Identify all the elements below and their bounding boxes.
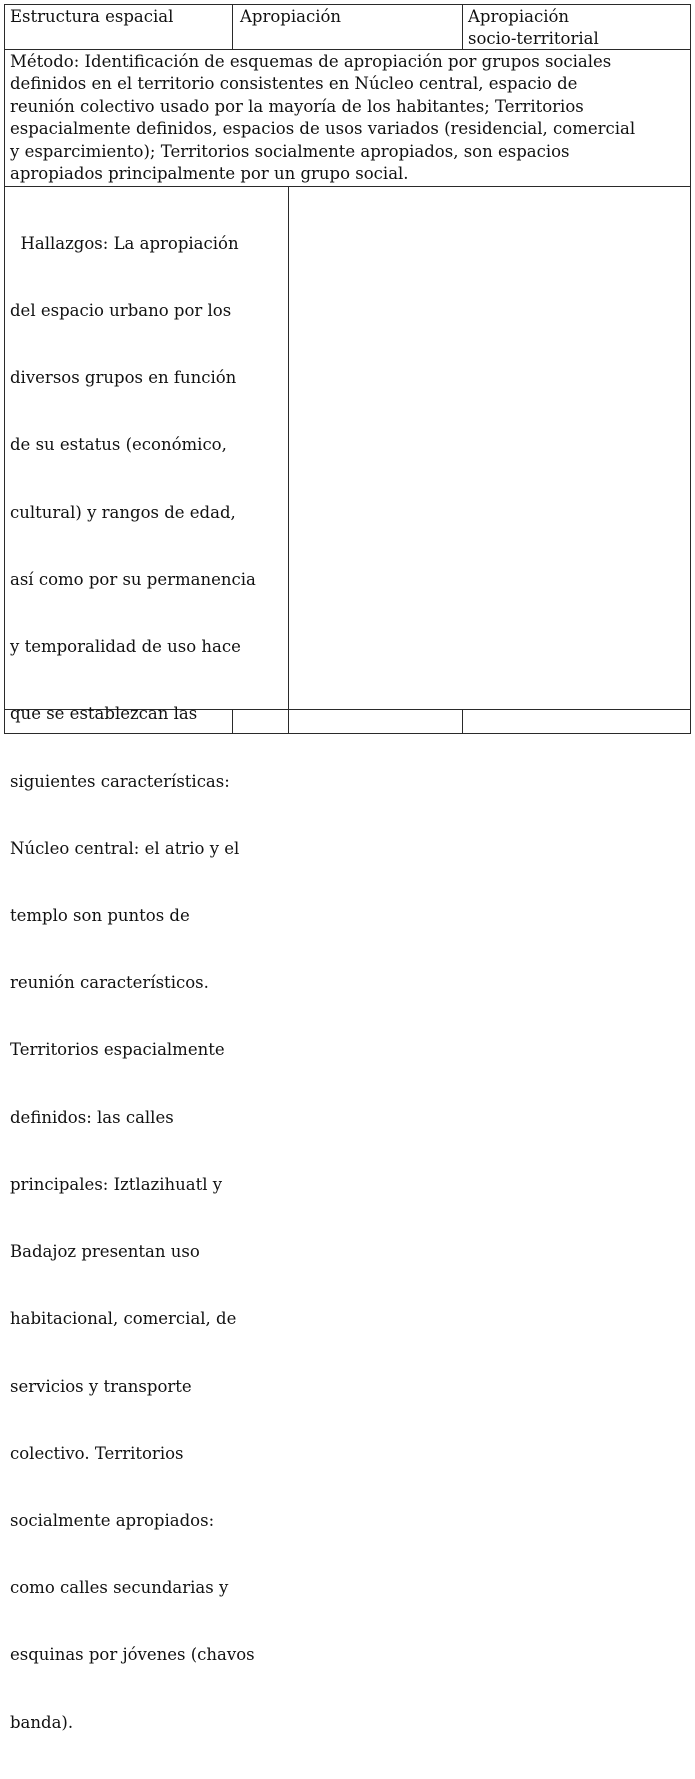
findings-line: esquinas por jóvenes (chavos (10, 1645, 255, 1665)
method-line: y esparcimiento); Territorios socialmente apropiados, son espacios (10, 141, 570, 161)
findings-separator (288, 186, 289, 734)
findings-line: así como por su permanencia (10, 569, 256, 589)
findings-line: colectivo. Territorios (10, 1443, 184, 1463)
method-line: definidos en el territorio consistentes en Núcleo central, espacio de (10, 74, 578, 94)
table-border-right (690, 4, 691, 734)
findings-line: Badajoz presentan uso (10, 1242, 200, 1262)
findings-cell (10, 188, 286, 1779)
findings-line: diversos grupos en función (10, 368, 237, 388)
findings-empty-cell (290, 188, 688, 708)
method-line: Método: Identificación de esquemas de apropiación por grupos sociales (10, 52, 612, 71)
findings-line: como calles secundarias y (10, 1578, 229, 1598)
findings-line: y temporalidad de uso hace (10, 637, 241, 657)
method-line: reunión colectivo usado por la mayoría de los habitantes; Territorios (10, 96, 584, 116)
header-apropiacion (240, 6, 341, 28)
findings-line: templo son puntos de (10, 906, 190, 925)
findings-line: cultural) y rangos de edad, (10, 502, 236, 522)
table-border-left (4, 4, 5, 734)
header-estructura-espacial (10, 6, 173, 28)
findings-line: de su estatus (económico, (10, 435, 227, 455)
method-line: apropiados principalmente por un grupo social. (10, 164, 409, 184)
findings-line: principales: Iztlazihuatl y (10, 1174, 223, 1194)
method-cell (10, 51, 688, 185)
findings-line: siguientes características: (10, 771, 230, 791)
header-col3-line2: socio-territorial (468, 29, 599, 49)
method-divider (4, 186, 691, 187)
table (4, 4, 691, 1732)
findings-line: banda). (10, 1712, 74, 1732)
findings-line: reunión característicos. (10, 973, 209, 993)
header-col2-text: Apropiación (240, 7, 342, 26)
bottom-empty-cell-2 (234, 711, 460, 732)
findings-line: Núcleo central: el atrio y el (10, 838, 240, 858)
header-separator-2 (462, 4, 463, 49)
header-separator-1 (232, 4, 233, 49)
header-apropiacion-socio-territorial (468, 6, 599, 51)
bottom-empty-cell-1 (6, 711, 230, 732)
method-line: espacialmente definidos, espacios de usos variados (residencial, comercial (10, 119, 636, 139)
bottom-separator-2 (462, 709, 463, 734)
findings-line: Hallazgos: La apropiación (10, 233, 239, 253)
findings-line: Territorios espacialmente (10, 1040, 225, 1060)
findings-line: que se establezcan las (10, 704, 198, 724)
header-col3-line1: Apropiación (468, 7, 570, 26)
findings-line: habitacional, comercial, de (10, 1309, 237, 1329)
table-border-top (4, 4, 691, 5)
findings-line: del espacio urbano por los (10, 301, 232, 321)
findings-line: definidos: las calles (10, 1107, 174, 1127)
bottom-empty-cell-3 (464, 711, 688, 732)
findings-line: servicios y transporte (10, 1376, 192, 1396)
header-col1-text: Estructura espacial (10, 7, 174, 26)
findings-line: socialmente apropiados: (10, 1510, 215, 1530)
